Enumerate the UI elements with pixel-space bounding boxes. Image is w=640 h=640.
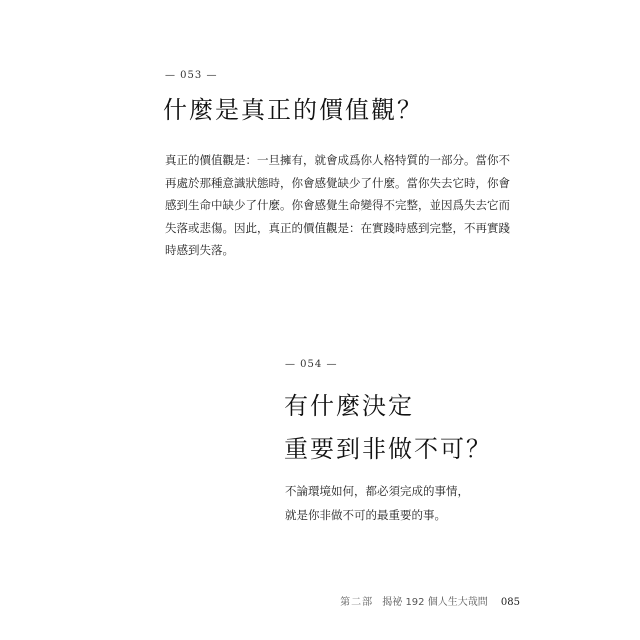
title-line: 重要到非做不可？ bbox=[284, 435, 492, 463]
footer-part: 第二部 bbox=[340, 597, 374, 608]
answer-line: 失落或悲傷。因此，真正的價值觀是：在實踐時感到完整，不再實踐 bbox=[165, 220, 510, 235]
question-number-054: — 054 — bbox=[285, 359, 338, 370]
footer-book-title: 揭祕 192 個人生大哉問 bbox=[382, 597, 488, 608]
answer-053 bbox=[165, 149, 510, 262]
answer-line: 再處於那種意識狀態時，你會感覺缺少了什麼。當你失去它時，你會 bbox=[165, 175, 510, 190]
question-title-053: 什麼是真正的價值觀？ bbox=[163, 96, 423, 124]
page-number: 085 bbox=[500, 597, 520, 608]
page-footer bbox=[340, 593, 520, 608]
question-title-054 bbox=[284, 385, 492, 471]
answer-line: 就是你非做不可的最重要的事。 bbox=[285, 508, 446, 522]
answer-line: 不論環境如何，都必須完成的事情， bbox=[285, 484, 469, 498]
answer-line: 感到生命中缺少了什麼。你會感覺生命變得不完整，並因爲失去它而 bbox=[165, 198, 510, 212]
question-number-053: — 053 — bbox=[165, 70, 218, 81]
answer-line: 真正的價值觀是：一旦擁有，就會成爲你人格特質的一部分。當你不 bbox=[165, 153, 510, 167]
answer-line: 時感到失落。 bbox=[165, 243, 234, 257]
title-line: 有什麼決定 bbox=[284, 392, 414, 420]
answer-054 bbox=[285, 479, 469, 527]
